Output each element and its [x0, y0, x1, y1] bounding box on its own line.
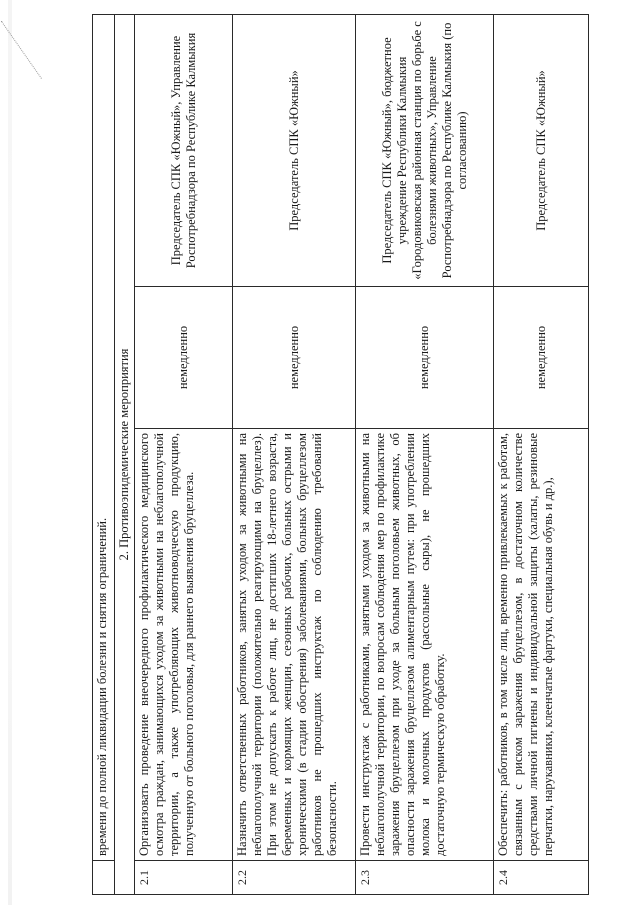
measure-responsible: Председатель СПК «Южный» [233, 14, 356, 286]
table-row [356, 14, 494, 894]
row-number: 2.2 [233, 861, 356, 895]
continuation-text: времени до полной ликвидации болезни и снятия ограничений. [93, 14, 115, 860]
measure-description: Назначить ответственных работников, занятых уходом за животными на неблагополучной территории (положительно реагирующими на бруцеллез). При этом не допускать к работе лиц, не достигших 18-летнего возраста, беременных и кормящих женщин, сезонных рабочих, больных острыми и хроническими (в стадии обострения) заболеваниями, больных бруцеллезом работников не прошедших инструктаж по соблюдению требований безопасности. [233, 429, 356, 861]
table-row [494, 14, 589, 894]
measure-term: немедленно [233, 287, 356, 429]
continuation-num-cell [93, 861, 115, 895]
measure-description: Организовать проведение внеочередного профилактического медицинского осмотра граждан, занимающихся уходом за животными на неблагополучной территории, а также употребляющих животноводческую продукцию, полученную от больного поголовья, для раннего выявления бруцеллеза. [135, 429, 233, 861]
measures-table [92, 14, 589, 895]
row-number: 2.4 [494, 861, 589, 895]
table-row [233, 14, 356, 894]
measure-term: немедленно [494, 287, 589, 429]
section-header-row [115, 14, 135, 894]
row-number: 2.1 [135, 861, 233, 895]
row-number: 2.3 [356, 861, 494, 895]
measure-responsible: Председатель СПК «Южный», Управление Роспотребнадзора по Республике Калмыкия [135, 14, 233, 286]
measure-responsible: Председатель СПК «Южный», бюджетное учреждение Республики Калмыкия «Городовиковская районная станция по борьбе с болезнями животных», Управление Роспотребнадзора по Республике Калмыкия (по согласованию) [356, 14, 494, 286]
measure-term: немедленно [356, 287, 494, 429]
measure-term: немедленно [135, 287, 233, 429]
continuation-row [93, 14, 115, 894]
measure-responsible: Председатель СПК «Южный» [494, 14, 589, 286]
table-row [135, 14, 233, 894]
measure-description: Провести инструктаж с работниками, занятыми уходом за животными на неблагополучной территории, по вопросам соблюдения мер по профилактике заражения бруцеллезом при уходе за больным поголовьем животных, об опасности заражения бруцеллезом алиментарным путем: при употреблении молока и молочных продуктов (рассольные сыры), не прошедших достаточную термическую обработку. [356, 429, 494, 861]
measure-description: Обеспечить: работников, в том числе лиц, временно привлекаемых к работам, связанным с риском заражения бруцеллезом, в достаточном количестве средствами личной гигиены и индивидуальной защиты (халаты, резиновые перчатки, нарукавники, клеенчатые фартуки, специальная обувь и др.), [494, 429, 589, 861]
section-title: 2. Противоэпидемические мероприятия [115, 14, 135, 894]
